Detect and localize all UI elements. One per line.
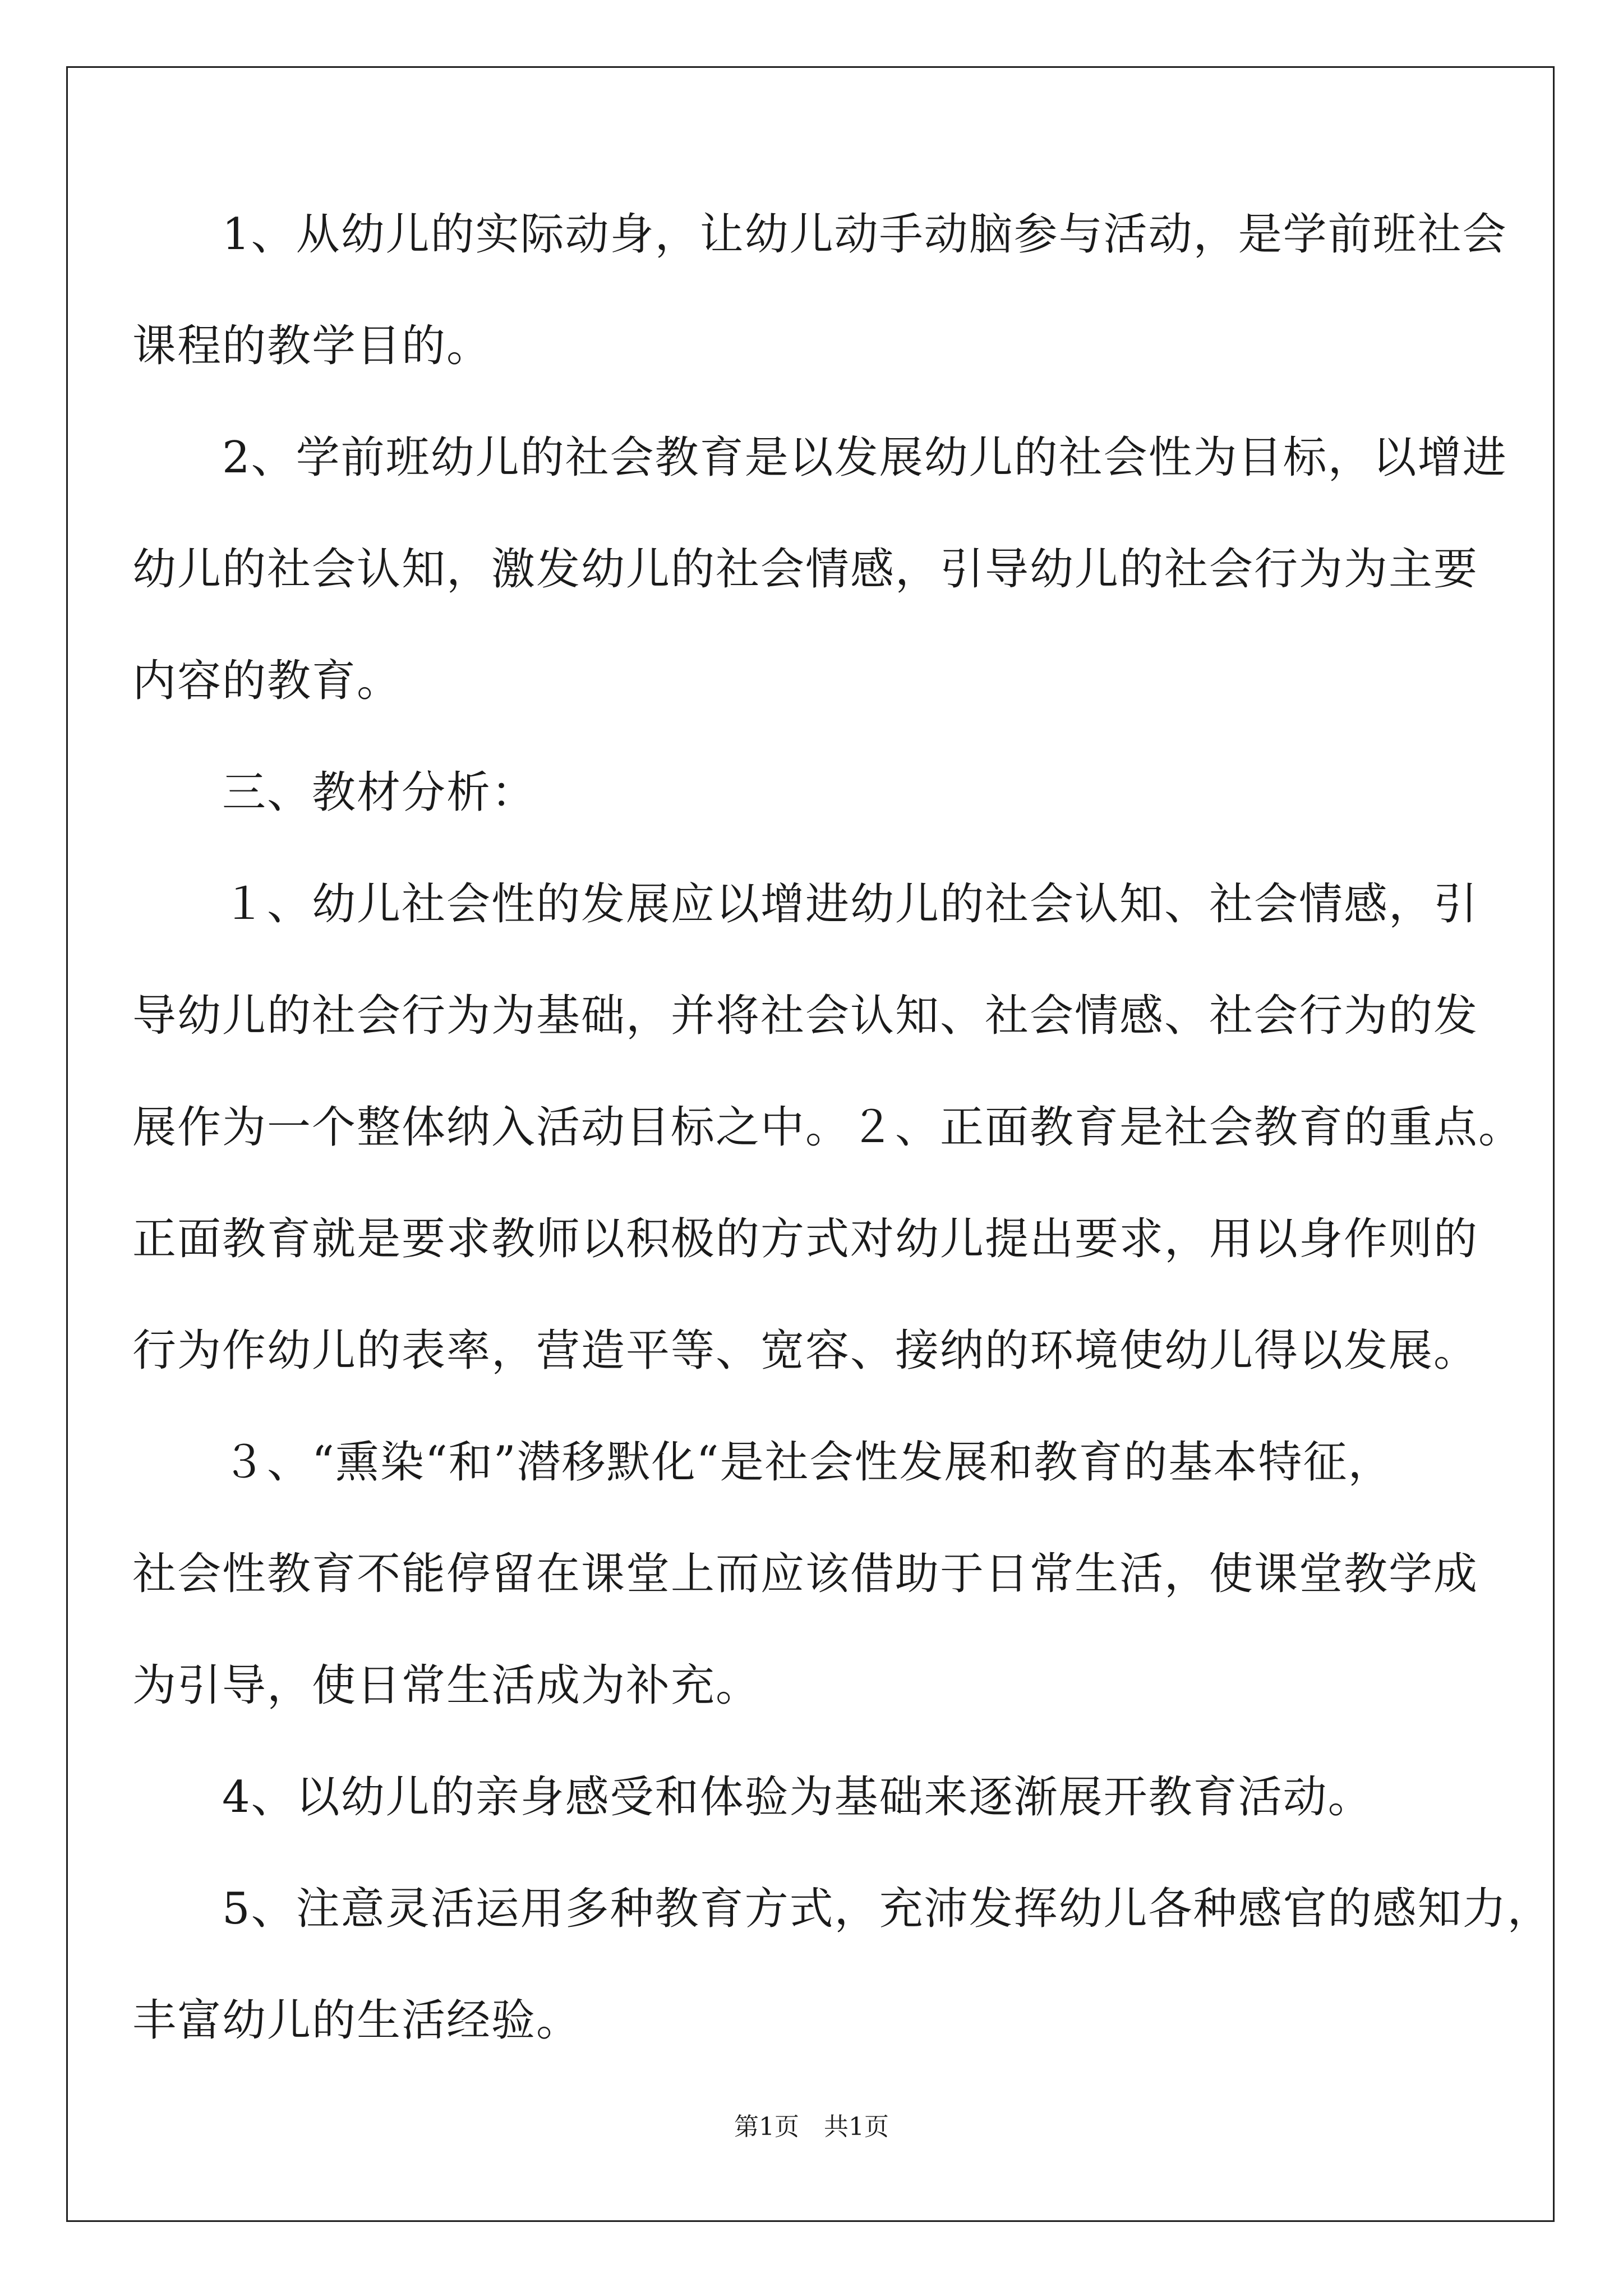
text-line: 展作为一个整体纳入活动目标之中。２、正面教育是社会教育的重点。 [132, 1102, 1524, 1153]
text-line: 行为作幼儿的表率，营造平等、宽容、接纳的环境使幼儿得以发展。 [132, 1326, 1479, 1376]
text-line: 课程的教学目的。 [132, 321, 492, 371]
text-line: 为引导，使日常生活成为补充。 [132, 1660, 761, 1711]
text-line: 2、学前班幼儿的社会教育是以发展幼儿的社会性为目标，以增进 [132, 432, 1507, 483]
text-line: 导幼儿的社会行为为基础，并将社会认知、社会情感、社会行为的发 [132, 991, 1479, 1041]
text-line: 丰富幼儿的生活经验。 [132, 1995, 582, 2046]
text-line: 5、注意灵活运用多种教育方式，充沛发挥幼儿各种感官的感知力， [132, 1884, 1552, 1934]
text-line: １、幼儿社会性的发展应以增进幼儿的社会认知、社会情感，引 [132, 879, 1479, 930]
text-line: ３、“熏染“和”潜移默化“是社会性发展和教育的基本特征， [132, 1437, 1393, 1488]
text-line: 幼儿的社会认知，激发幼儿的社会情感，引导幼儿的社会行为为主要 [132, 544, 1479, 595]
text-line: 正面教育就是要求教师以积极的方式对幼儿提出要求，用以身作则的 [132, 1214, 1479, 1264]
text-line: 三、教材分析： [132, 767, 537, 818]
text-line: 内容的教育。 [132, 656, 402, 706]
text-line: 社会性教育不能停留在课堂上而应该借助于日常生活，使课堂教学成 [132, 1549, 1479, 1599]
text-line: 1、从幼儿的实际动身，让幼儿动手动脑参与活动，是学前班社会 [132, 209, 1507, 260]
page-number-footer: 第1页 共1页 [734, 2113, 889, 2141]
text-line: 4、以幼儿的亲身感受和体验为基础来逐渐展开教育活动。 [132, 1772, 1373, 1823]
